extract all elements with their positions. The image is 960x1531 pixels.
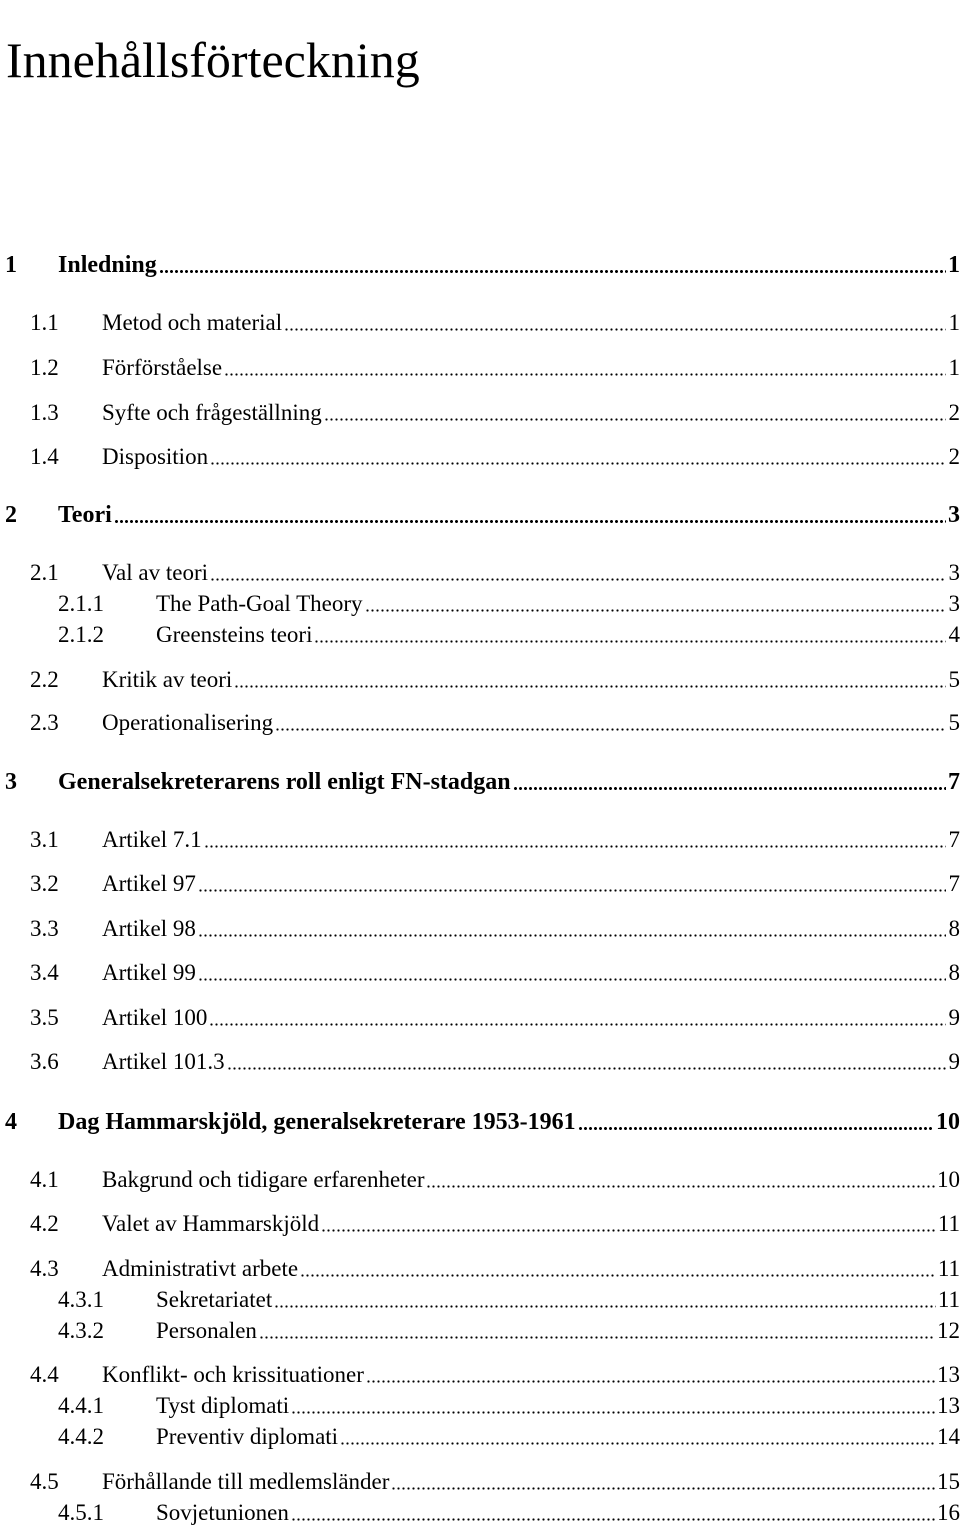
toc-entry-title: Artikel 99 (102, 958, 198, 988)
toc-leader-dots (314, 640, 946, 643)
toc-entry-number: 4.4.2 (58, 1424, 104, 1449)
toc-leader-dots (366, 1380, 935, 1383)
toc-entry-number: 1.2 (30, 355, 59, 380)
toc-entry-title: The Path-Goal Theory (156, 589, 365, 619)
toc-entry-page: 10 (935, 1165, 960, 1195)
toc-entry-number: 3.6 (30, 1049, 59, 1074)
toc-entry[interactable] (0, 558, 960, 588)
toc-entry[interactable] (0, 1316, 960, 1346)
toc-leader-dots (159, 270, 946, 273)
toc-entry-number: 4.3.1 (58, 1287, 104, 1312)
toc-entry[interactable] (0, 589, 960, 619)
toc-leader-dots (284, 328, 946, 331)
toc-entry-number: 3.5 (30, 1005, 59, 1030)
toc-leader-dots (291, 1518, 935, 1521)
toc-leader-dots (578, 1127, 934, 1130)
toc-entry[interactable] (0, 1391, 960, 1421)
toc-entry-title: Val av teori (102, 558, 210, 588)
toc-entry-title: Artikel 101.3 (102, 1047, 227, 1077)
toc-entry-number: 4.1 (30, 1167, 59, 1192)
toc-entry-number: 2 (5, 502, 17, 528)
toc-entry-title: Artikel 98 (102, 914, 198, 944)
toc-entry-title: Administrativt arbete (102, 1254, 300, 1284)
toc-entry[interactable] (0, 620, 960, 650)
toc-entry-page: 1 (947, 308, 960, 338)
toc-entry-title: Förhållande till medlemsländer (102, 1467, 391, 1497)
toc-entry-title: Inledning (58, 252, 157, 278)
toc-entry-title: Metod och material (102, 308, 284, 338)
toc-leader-dots (274, 1305, 936, 1308)
toc-entry-title: Valet av Hammarskjöld (102, 1209, 321, 1239)
toc-entry-title: Kritik av teori (102, 665, 234, 695)
toc-entry-number: 1.3 (30, 400, 59, 425)
toc-leader-dots (275, 728, 946, 731)
toc-entry-title: Tyst diplomati (156, 1391, 291, 1421)
toc-entry[interactable] (0, 1360, 960, 1390)
toc-entry-title: Sovjetunionen (156, 1498, 291, 1528)
toc-entry-number: 2.1.2 (58, 622, 104, 647)
toc-entry-title: Artikel 7.1 (102, 825, 204, 855)
toc-leader-dots (365, 609, 946, 612)
toc-entry[interactable] (0, 308, 960, 338)
toc-entry[interactable] (0, 1003, 960, 1033)
toc-entry-title: Syfte och frågeställning (102, 398, 324, 428)
toc-entry[interactable] (0, 1498, 960, 1528)
toc-leader-dots (198, 934, 946, 937)
toc-entry[interactable] (0, 1285, 960, 1315)
toc-entry-page: 9 (947, 1003, 960, 1033)
toc-entry-number: 4.4.1 (58, 1393, 104, 1418)
toc-leader-dots (259, 1336, 935, 1339)
toc-entry-page: 8 (947, 958, 960, 988)
toc-entry-page: 11 (936, 1209, 960, 1239)
toc-entry-number: 2.2 (30, 667, 59, 692)
toc-entry-number: 4.2 (30, 1211, 59, 1236)
toc-entry-number: 4 (5, 1109, 17, 1135)
toc-entry-page: 13 (935, 1360, 960, 1390)
toc-entry-page: 4 (947, 620, 960, 650)
toc-entry-number: 4.3.2 (58, 1318, 104, 1343)
toc-entry-title: Konflikt- och krissituationer (102, 1360, 366, 1390)
toc-entry-page: 13 (935, 1391, 960, 1421)
toc-entry-title: Operationalisering (102, 708, 275, 738)
toc-leader-dots (210, 462, 946, 465)
toc-leader-dots (227, 1067, 946, 1070)
toc-entry[interactable] (0, 767, 960, 797)
toc-entry[interactable] (0, 958, 960, 988)
toc-entry-title: Förförståelse (102, 353, 224, 383)
toc-entry-number: 3.1 (30, 827, 59, 852)
toc-entry-number: 2.3 (30, 710, 59, 735)
toc-entry-page: 7 (947, 825, 960, 855)
toc-entry[interactable] (0, 442, 960, 472)
toc-entry-title: Artikel 100 (102, 1003, 209, 1033)
toc-entry-page: 11 (936, 1285, 960, 1315)
toc-entry-title: Sekretariatet (156, 1285, 274, 1315)
toc-entry-title: Artikel 97 (102, 869, 198, 899)
toc-entry-number: 4.5 (30, 1469, 59, 1494)
toc-leader-dots (224, 373, 946, 376)
toc-entry-number: 3.2 (30, 871, 59, 896)
toc-entry-page: 3 (947, 589, 960, 619)
toc-entry[interactable] (0, 665, 960, 695)
toc-entry-title: Teori (58, 502, 112, 528)
toc-entry-number: 3.4 (30, 960, 59, 985)
toc-entry-number: 3 (5, 769, 17, 795)
toc-entry[interactable] (0, 1467, 960, 1497)
toc-leader-dots (209, 1023, 946, 1026)
toc-entry-number: 1.1 (30, 310, 59, 335)
toc-entry[interactable] (0, 1254, 960, 1284)
toc-entry-page: 8 (947, 914, 960, 944)
toc-leader-dots (324, 418, 946, 421)
toc-leader-dots (114, 520, 946, 523)
toc-entry[interactable] (0, 1165, 960, 1195)
toc-entry-number: 1 (5, 252, 17, 278)
toc-entry[interactable] (0, 250, 960, 280)
toc-entry[interactable] (0, 353, 960, 383)
toc-leader-dots (513, 787, 946, 790)
toc-entry-page: 2 (947, 442, 960, 472)
toc-leader-dots (391, 1487, 935, 1490)
toc-entry[interactable] (0, 500, 960, 530)
toc-leader-dots (198, 889, 946, 892)
toc-leader-dots (204, 845, 946, 848)
toc-entry-page: 10 (936, 1109, 960, 1135)
toc-entry-page: 1 (948, 252, 960, 278)
toc-entry-page: 5 (947, 665, 960, 695)
toc-entry-page: 3 (947, 558, 960, 588)
toc-entry-title: Greensteins teori (156, 620, 314, 650)
toc-entry-title: Generalsekreterarens roll enligt FN-stadgan (58, 769, 511, 795)
toc-entry[interactable] (0, 398, 960, 428)
toc-entry-page: 2 (947, 398, 960, 428)
toc-entry-number: 2.1 (30, 560, 59, 585)
toc-entry-page: 16 (935, 1498, 960, 1528)
toc-entry-number: 3.3 (30, 916, 59, 941)
toc-entry-page: 12 (935, 1316, 960, 1346)
toc-entry[interactable] (0, 1422, 960, 1452)
toc-entry-number: 4.4 (30, 1362, 59, 1387)
toc-entry[interactable] (0, 708, 960, 738)
toc-entry[interactable] (0, 1209, 960, 1239)
toc-entry-page: 3 (948, 502, 960, 528)
toc-leader-dots (291, 1411, 935, 1414)
toc-entry[interactable] (0, 1047, 960, 1077)
toc-entry[interactable] (0, 1107, 960, 1137)
toc-entry-page: 5 (947, 708, 960, 738)
toc-entry-page: 14 (935, 1422, 960, 1452)
toc-entry-title: Bakgrund och tidigare erfarenheter (102, 1165, 426, 1195)
toc-entry-page: 9 (947, 1047, 960, 1077)
toc-leader-dots (198, 978, 946, 981)
toc-entry-page: 7 (948, 769, 960, 795)
toc-entry-page: 11 (936, 1254, 960, 1284)
toc-entry-title: Dag Hammarskjöld, generalsekreterare 1953-1961 (58, 1109, 576, 1135)
toc-leader-dots (234, 685, 946, 688)
toc-entry-number: 1.4 (30, 444, 59, 469)
toc-entry-number: 2.1.1 (58, 591, 104, 616)
toc-leader-dots (210, 578, 946, 581)
toc-entry-number: 4.3 (30, 1256, 59, 1281)
toc-entry[interactable] (0, 914, 960, 944)
toc-entry-page: 15 (935, 1467, 960, 1497)
page-title: Innehållsförteckning (6, 31, 420, 88)
toc-leader-dots (426, 1185, 935, 1188)
toc-entry-title: Preventiv diplomati (156, 1422, 340, 1452)
toc-entry-page: 1 (947, 353, 960, 383)
toc-entry-number: 4.5.1 (58, 1500, 104, 1525)
toc-leader-dots (340, 1442, 935, 1445)
toc-entry-title: Personalen (156, 1316, 259, 1346)
toc-leader-dots (300, 1274, 936, 1277)
toc-leader-dots (321, 1229, 936, 1232)
toc-entry-title: Disposition (102, 442, 210, 472)
toc-entry-page: 7 (947, 869, 960, 899)
toc-entry[interactable] (0, 869, 960, 899)
toc-entry[interactable] (0, 825, 960, 855)
